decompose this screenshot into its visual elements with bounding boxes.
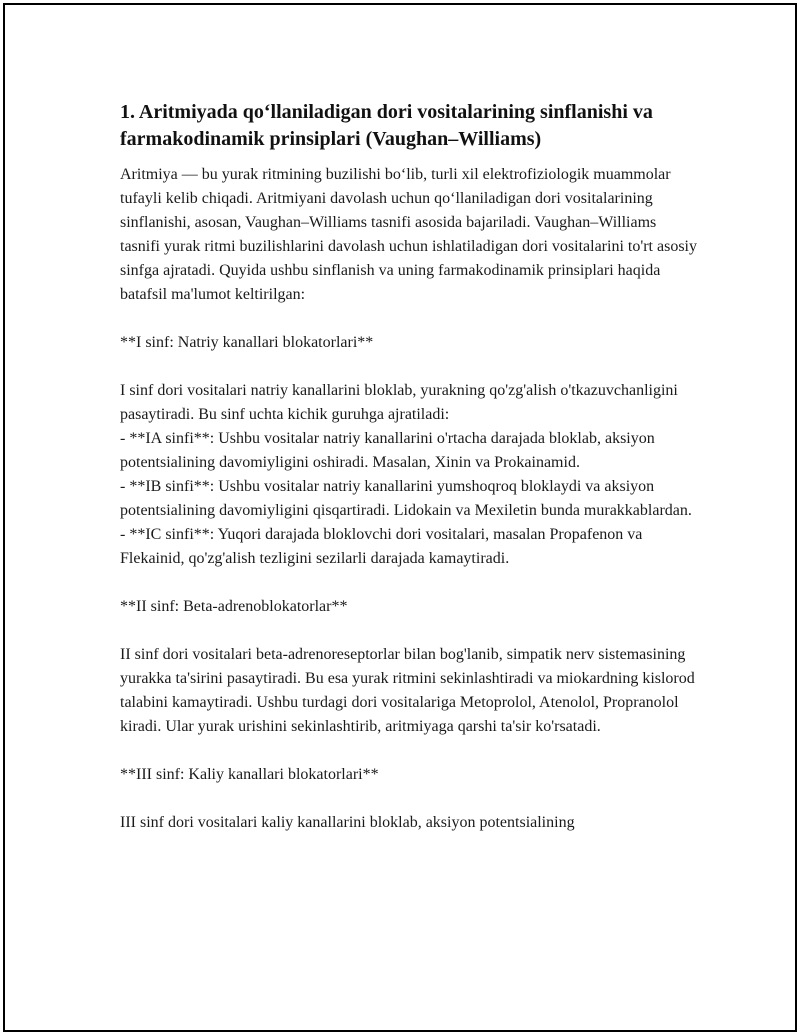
paragraph-spacer bbox=[120, 571, 700, 595]
class-2-heading: **II sinf: Beta-adrenoblokatorlar** bbox=[120, 598, 348, 615]
paragraph-spacer bbox=[120, 355, 700, 379]
list-item-ia: - **IA sinfi**: Ushbu vositalar natriy kanallarini o'rtacha darajada bloklab, aksiyon potentsialining davomiyligini oshiradi. Masalan, Xinin va Prokainamid. bbox=[120, 430, 655, 471]
document-title: 1. Aritmiyada qo‘llaniladigan dori vositalarining sinflanishi va farmakodinamik prinsiplari (Vaughan–Williams) bbox=[120, 101, 653, 150]
class-1-paragraph bbox=[120, 379, 700, 571]
list-item-ib: - **IB sinfi**: Ushbu vositalar natriy kanallarini yumshoqroq bloklaydi va aksiyon potentsialining davomiyligini qisqartiradi. Lidokain va Mexiletin bunda murakkablardan. bbox=[120, 478, 692, 519]
class-3-heading: **III sinf: Kaliy kanallari blokatorlari** bbox=[120, 766, 379, 783]
paragraph-spacer bbox=[120, 307, 700, 331]
list-item-ic: - **IC sinfi**: Yuqori darajada bloklovchi dori vositalari, masalan Propafenon va Flekainid, qo'zg'alish tezligini sezilarli darajada kamaytiradi. bbox=[120, 526, 643, 567]
paragraph-spacer bbox=[120, 787, 700, 811]
paragraph-spacer bbox=[120, 739, 700, 763]
page-frame bbox=[3, 3, 797, 1032]
document-body bbox=[120, 99, 700, 835]
class-1-heading: **I sinf: Natriy kanallari blokatorlari** bbox=[120, 334, 374, 351]
intro-paragraph: Aritmiya — bu yurak ritmining buzilishi bo‘lib, turli xil elektrofiziologik muammolar tufayli kelib chiqadi. Aritmiyani davolash uchun qo‘llaniladigan dori vositalarining sinflanishi, asosan, Vaughan–Williams tasnifi asosida bajariladi. Vaughan–Williams tasnifi yurak ritmi buzilishlarini davolash uchun ishlatiladigan dori vositalarini to'rt asosiy sinfga ajratadi. Quyida ushbu sinflanish va uning farmakodinamik prinsiplari haqida batafsil ma'lumot keltirilgan: bbox=[120, 166, 697, 303]
paragraph-spacer bbox=[120, 619, 700, 643]
class-3-paragraph: III sinf dori vositalari kaliy kanallarini bloklab, aksiyon potentsialining bbox=[120, 814, 575, 831]
class-1-text: I sinf dori vositalari natriy kanallarini bloklab, yurakning qo'zg'alish o'tkazuvchanligini pasaytiradi. Bu sinf uchta kichik guruhga ajratiladi: bbox=[120, 382, 678, 423]
class-2-paragraph: II sinf dori vositalari beta-adrenoreseptorlar bilan bog'lanib, simpatik nerv sistemasining yurakka ta'sirini pasaytiradi. Bu esa yurak ritmini sekinlashtiradi va miokardning kislorod talabini kamaytiradi. Ushbu turdagi dori vositalariga Metoprolol, Atenolol, Propranolol kiradi. Ular yurak urishini sekinlashtirib, aritmiyaga qarshi ta'sir ko'rsatadi. bbox=[120, 646, 695, 735]
